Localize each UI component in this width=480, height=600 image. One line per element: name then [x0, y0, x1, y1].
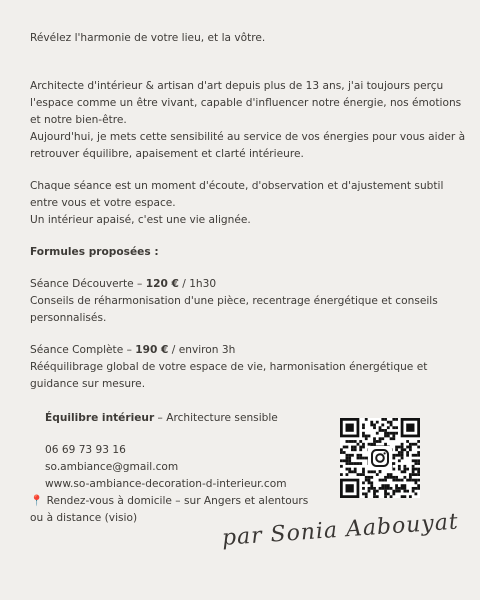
- visit-info-remote: ou à distance (visio): [30, 512, 138, 524]
- offer-decouverte-desc: Conseils de réharmonisation d'une pièce, recentrage énergétique et conseils: [30, 295, 438, 307]
- session-line: entre vous et votre espace.: [30, 197, 176, 209]
- intro-line: Aujourd'hui, je mets cette sensibilité au service de vos énergies pour vous aider à: [30, 131, 466, 143]
- formules-heading: Formules proposées :: [30, 246, 159, 258]
- intro-line: Architecte d'intérieur & artisan d'art depuis plus de 13 ans, j'ai toujours perçu: [30, 80, 444, 92]
- email-link[interactable]: so.ambiance@gmail.com: [45, 461, 179, 473]
- instagram-icon: [368, 446, 392, 470]
- offer-complete-title: Séance Complète – 190 € / environ 3h: [30, 344, 236, 356]
- motto: Un intérieur apaisé, c'est une vie alignée.: [30, 214, 251, 226]
- intro-tagline: Révélez l'harmonie de votre lieu, et la vôtre.: [30, 32, 266, 44]
- website-link[interactable]: www.so-ambiance-decoration-d-interieur.com: [45, 478, 287, 490]
- offer-complete-desc: Rééquilibrage global de votre espace de vie, harmonisation énergétique et: [30, 361, 428, 373]
- signature: par Sonia Aabouyat: [221, 509, 460, 551]
- visit-info: 📍 Rendez-vous à domicile – sur Angers et alentours: [30, 495, 309, 507]
- session-line: Chaque séance est un moment d'écoute, d'observation et d'ajustement subtil: [30, 180, 444, 192]
- price-complete: 190 €: [135, 344, 169, 356]
- offer-decouverte-title: Séance Découverte – 120 € / 1h30: [30, 278, 217, 290]
- intro-line: et notre bien-être.: [30, 114, 127, 126]
- price-decouverte: 120 €: [145, 278, 179, 290]
- phone-number[interactable]: 06 69 73 93 16: [45, 444, 126, 456]
- offer-complete-desc: guidance sur mesure.: [30, 378, 146, 390]
- brand-line: [45, 410, 278, 427]
- round-pushpin-icon: 📍: [30, 495, 44, 507]
- offer-decouverte-desc: personnalisés.: [30, 312, 107, 324]
- qr-code[interactable]: [340, 418, 420, 498]
- intro-line: l'espace comme un être vivant, capable d'influencer notre énergie, nos émotions: [30, 97, 462, 109]
- brand-name: Équilibre intérieur: [45, 412, 155, 424]
- intro-line: retrouver équilibre, apaisement et clarté intérieure.: [30, 148, 304, 160]
- brand-tagline: – Architecture sensible: [154, 412, 278, 424]
